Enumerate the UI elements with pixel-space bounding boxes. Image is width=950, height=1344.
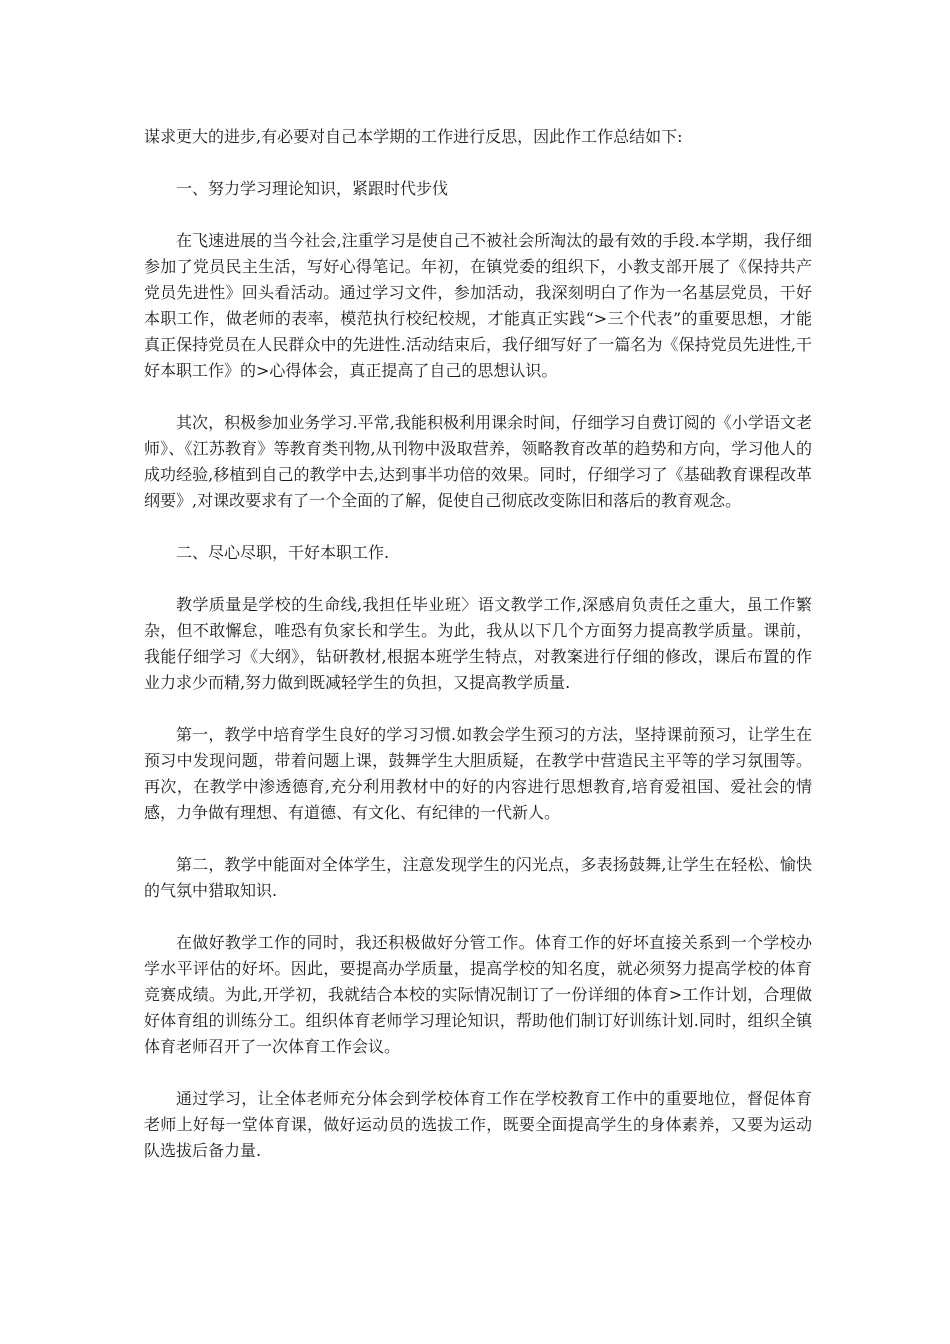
paragraph-study-habits: 第一，教学中培育学生良好的学习习惯.如教会学生预习的方法，坚持课前预习，让学生在预习中发现问题，带着问题上课，鼓舞学生大胆质疑，在教学中营造民主平等的学习氛围等。再次，在教学中渗透德育,充分利用教材中的好的内容进行思想教育,培育爱祖国、爱社会的情感，力争做有理想、有道德、有文化、有纪律的一代新人。	[144, 725, 812, 822]
document-body	[144, 124, 812, 1190]
paragraph-sports-work: 在做好教学工作的同时，我还积极做好分管工作。体育工作的好坏直接关系到一个学校办学水平评估的好坏。因此，要提高办学质量，提高学校的知名度，就必须努力提高学校的体育竞赛成绩。为此,开学初，我就结合本校的实际情况制订了一份详细的体育>工作计划，合理做好体育组的训练分工。组织体育老师学习理论知识，帮助他们制订好训练计划.同时，组织全镇体育老师召开了一次体育工作会议。	[144, 933, 812, 1056]
paragraph-intro: 谋求更大的进步,有必要对自己本学期的工作进行反思，因此作工作总结如下:	[144, 127, 683, 146]
paragraph-party-study: 在飞速进展的当今社会,注重学习是使自己不被社会所淘汰的最有效的手段.本学期，我仔细参加了党员民主生活，写好心得笔记。年初，在镇党委的组织下，小教支部开展了《保持共产党员先进性》回头看活动。通过学习文件，参加活动，我深刻明白了作为一名基层党员，干好本职工作，做老师的表率，模范执行校纪校规，才能真正实践“>三个代表”的重要思想，才能真正保持党员在人民群众中的先进性.活动结束后，我仔细写好了一篇名为《保持党员先进性,干好本职工作》的>心得体会，真正提高了自己的思想认识。	[144, 231, 812, 380]
paragraph-professional-study: 其次，积极参加业务学习.平常,我能积极利用课余时间，仔细学习自费订阅的《小学语文老师》、《江苏教育》等教育类刊物,从刊物中汲取营养，领略教育改革的趋势和方向，学习他人的成功经验,移植到自己的教学中去,达到事半功倍的效果。同时，仔细学习了《基础教育课程改革纲要》,对课改要求有了一个全面的了解，促使自己彻底改变陈旧和落后的教育观念。	[144, 413, 812, 510]
section-heading-duty: 二、尽心尽职，干好本职工作.	[176, 543, 390, 562]
paragraph-sports-teachers: 通过学习，让全体老师充分体会到学校体育工作在学校教育工作中的重要地位，督促体育老师上好每一堂体育课，做好运动员的选拔工作，既要全面提高学生的身体素养，又要为运动队选拔后备力量.	[144, 1089, 812, 1160]
paragraph-teaching-quality: 教学质量是学校的生命线,我担任毕业班〉语文教学工作,深感肩负责任之重大，虽工作繁杂，但不敢懈怠，唯恐有负家长和学生。为此，我从以下几个方面努力提高教学质量。课前，我能仔细学习《大纲》，钻研教材,根据本班学生特点，对教案进行仔细的修改，课后布置的作业力求少而精,努力做到既减轻学生的负担，又提高教学质量.	[144, 595, 812, 692]
paragraph-all-students: 第二，教学中能面对全体学生，注意发现学生的闪光点，多表扬鼓舞,让学生在轻松、愉快的气氛中猎取知识.	[144, 855, 812, 900]
section-heading-study: 一、努力学习理论知识，紧跟时代步伐	[176, 179, 449, 198]
